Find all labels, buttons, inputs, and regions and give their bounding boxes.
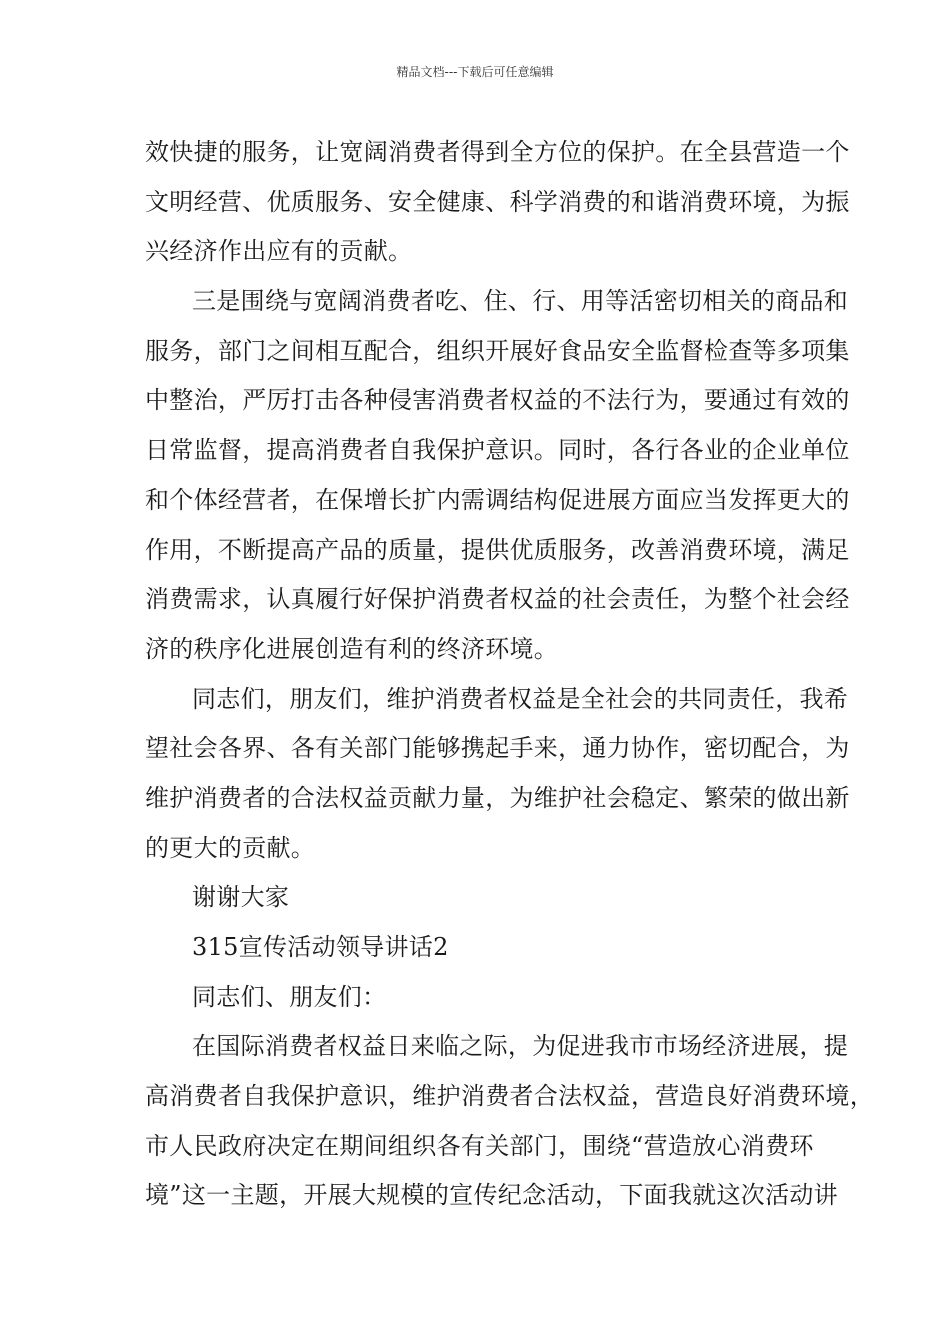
text-line: 中整治，严厉打击各种侵害消费者权益的不法行为，要通过有效的 — [145, 386, 850, 415]
text-line: 济的秩序化进展创造有利的终济环境。 — [145, 634, 559, 663]
text-line: 的更大的贡献。 — [145, 833, 316, 862]
text-line: 消费需求，认真履行好保护消费者权益的社会责任，为整个社会经 — [145, 585, 850, 614]
text-line: 维护消费者的合法权益贡献力量，为维护社会稳定、繁荣的做出新 — [145, 783, 850, 812]
text-line: 效快捷的服务，让宽阔消费者得到全方位的保护。在全县营造一个 — [145, 138, 850, 166]
text-line: 高消费者自我保护意识，维护消费者合法权益，营造良好消费环境， — [145, 1082, 874, 1111]
paragraph-start-line: 在国际消费者权益日来临之际，为促进我市市场经济进展，提 — [192, 1032, 849, 1061]
section-title: 315宣传活动领导讲话2 — [192, 933, 449, 961]
text-line: 市人民政府决定在期间组织各有关部门，围绕“营造放心消费环 — [145, 1131, 814, 1160]
text-line: 文明经营、优质服务、安全健康、科学消费的和谐消费环境，为振 — [145, 187, 850, 216]
document-body — [145, 128, 874, 1221]
text-line: 望社会各界、各有关部门能够携起手来，通力协作，密切配合，为 — [145, 734, 850, 763]
paragraph-start-line: 同志们，朋友们，维护消费者权益是全社会的共同责任，我希 — [192, 684, 849, 713]
page-header: 精品文档---下载后可任意编辑 — [396, 65, 554, 79]
text-line: 境”这一主题，开展大规模的宣传纪念活动，下面我就这次活动讲 — [145, 1181, 838, 1210]
text-line: 和个体经营者，在保增长扩内需调结构促进展方面应当发挥更大的 — [145, 485, 850, 514]
text-line: 服务，部门之间相互配合，组织开展好食品安全监督检查等多项集 — [145, 336, 850, 365]
text-line: 兴经济作出应有的贡献。 — [145, 237, 413, 266]
text-line: 日常监督，提高消费者自我保护意识。同时，各行各业的企业单位 — [145, 436, 850, 465]
salutation-line: 同志们、朋友们： — [192, 982, 387, 1011]
closing-line: 谢谢大家 — [192, 883, 290, 912]
paragraph-start-line: 三是围绕与宽阔消费者吃、住、行、用等活密切相关的商品和 — [192, 287, 849, 316]
text-line: 作用，不断提高产品的质量，提供优质服务，改善消费环境，满足 — [145, 535, 850, 564]
